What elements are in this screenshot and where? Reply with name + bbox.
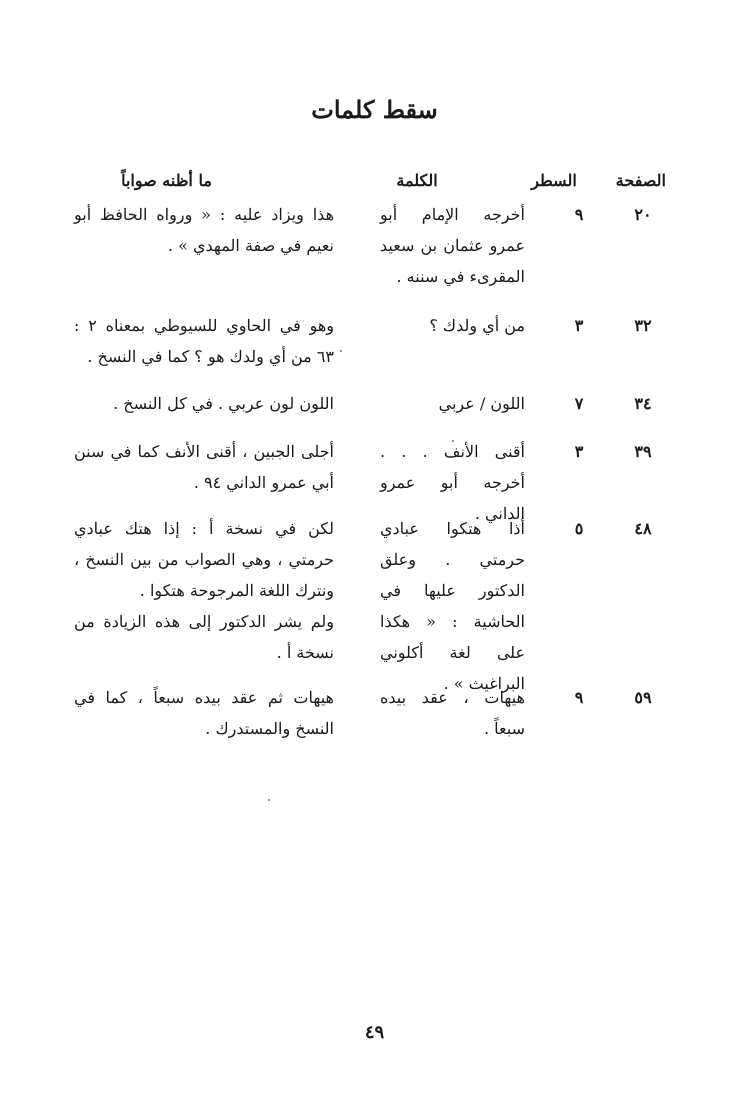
- row-line: ٣: [574, 316, 584, 335]
- row-line: ٥: [574, 519, 584, 538]
- row-word: اللون / عربي: [438, 394, 525, 413]
- header-correct: ما أظنه صواباً: [121, 171, 212, 190]
- row-page: ٢٠: [634, 205, 652, 224]
- row-page: ٣٤: [634, 394, 652, 413]
- row-word: هيهات ، عقد بيده سبعاً .: [380, 688, 525, 738]
- row-line: ٩: [574, 688, 584, 707]
- row-line: ٧: [574, 394, 584, 413]
- row-page: ٥٩: [634, 688, 652, 707]
- row-word: أقنى الأنف . . . أخرجه أبو عمرو الداني .: [380, 442, 525, 523]
- scan-speck: [268, 799, 270, 801]
- scan-speck: [452, 440, 454, 442]
- table-row: [0, 199, 749, 299]
- header-word: الكلمة: [396, 171, 438, 190]
- header-line: السطر: [531, 171, 577, 190]
- row-correct: هذا ويزاد عليه : « ورواه الحافظ أبو نعيم في صفة المهدي » .: [74, 205, 334, 255]
- table-row: [0, 310, 749, 374]
- table-header: [0, 165, 749, 195]
- row-correct: [74, 513, 334, 668]
- header-page: الصفحة: [615, 171, 666, 190]
- row-page: ٣٩: [634, 442, 652, 461]
- scan-speck: [340, 350, 342, 352]
- page-number: ٤٩: [364, 1022, 385, 1043]
- row-correct: اللون لون عربي . في كل النسخ .: [113, 394, 334, 413]
- row-line: ٣: [574, 442, 584, 461]
- row-line: ٩: [574, 205, 584, 224]
- row-correct: هيهات ثم عقد بيده سبعاً ، كما في النسخ والمستدرك .: [74, 688, 334, 738]
- row-word: أذا هتكوا عبادي حرمتي . وعلق الدكتور عليها في الحاشية : « هكذا على لغة أكلوني البراغيث » .: [380, 519, 525, 693]
- row-correct-text: لكن في نسخة أ : إذا هتك عبادي حرمتي ، وهي الصواب من بين النسخ ، ونترك اللغة المرجوحة هتكوا .: [74, 519, 334, 600]
- page-title: سقط كلمات: [311, 95, 438, 124]
- table-row: [0, 388, 749, 420]
- row-page: ٤٨: [634, 519, 652, 538]
- table-row: [0, 682, 749, 746]
- row-word: أخرجه الإمام أبو عمرو عثمان بن سعيد المقرىء في سننه .: [380, 205, 525, 286]
- row-correct: وهو في الحاوي للسيوطي بمعناه ٢ : ٦٣ من أي ولدك هو ؟ كما في النسخ .: [74, 316, 335, 366]
- table-row: [0, 436, 749, 523]
- row-correct: أجلى الجبين ، أقنى الأنف كما في سنن أبي عمرو الداني ٩٤ .: [74, 442, 334, 492]
- row-correct-note: ولم يشر الدكتور إلى هذه الزيادة من نسخة أ .: [74, 612, 334, 662]
- row-page: ٣٢: [634, 316, 652, 335]
- table-row: [0, 513, 749, 693]
- row-word: من أي ولدك ؟: [429, 316, 525, 335]
